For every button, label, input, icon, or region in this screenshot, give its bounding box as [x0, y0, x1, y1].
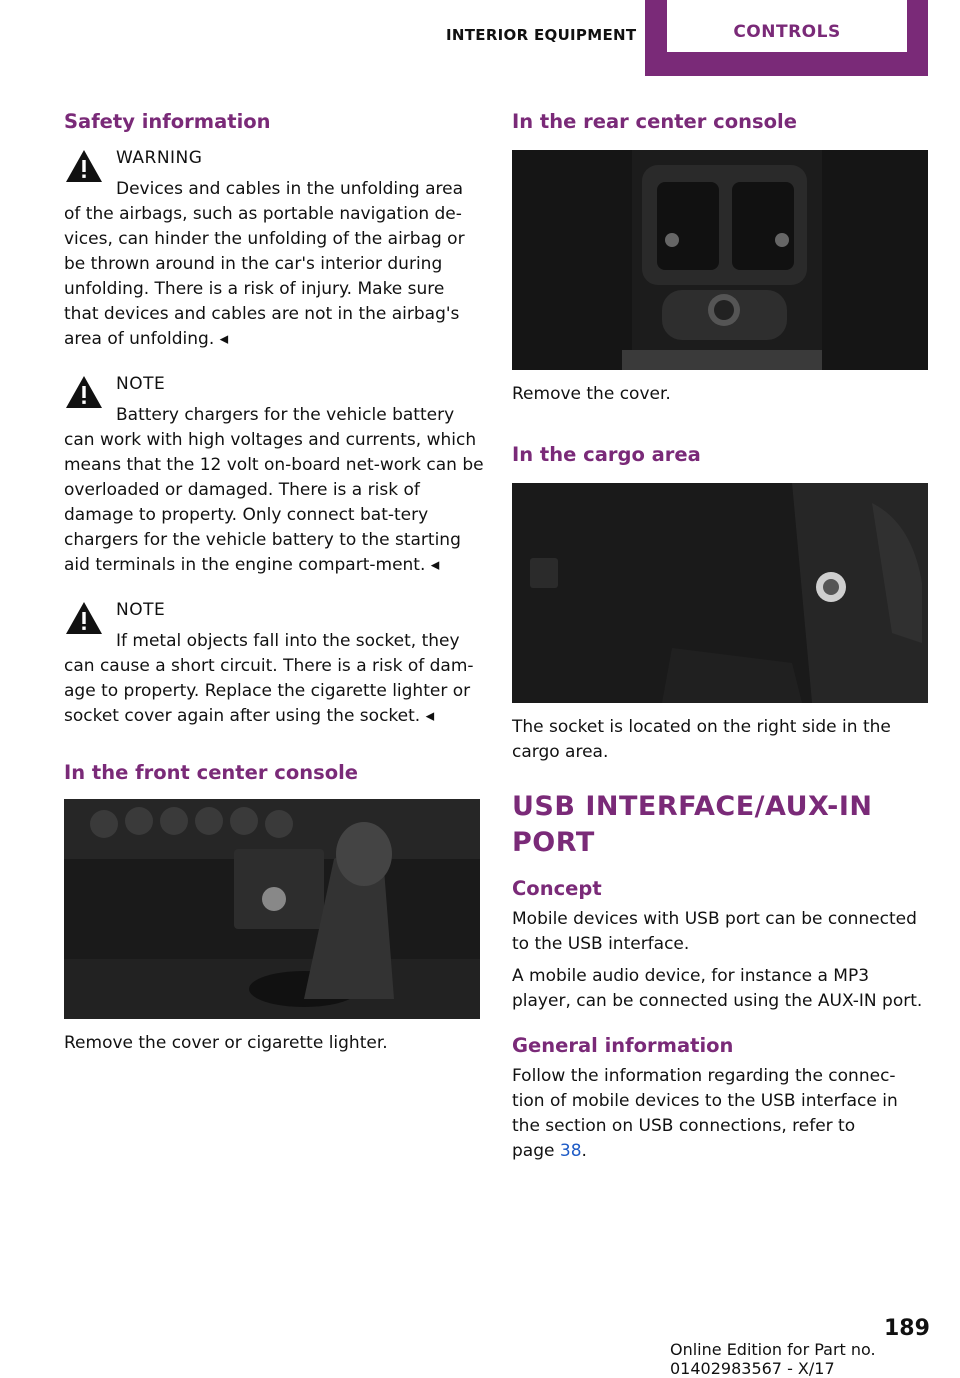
note-text-first-line: If metal objects fall into the socket, they	[116, 631, 460, 651]
warning-triangle-icon	[64, 374, 104, 410]
general-information-text: Follow the information regarding the connec-tion of mobile devices to the USB interface in the section on USB connections, refer to	[512, 1066, 898, 1136]
warning-title: WARNING	[116, 148, 203, 168]
chapter-tab	[645, 0, 928, 76]
usb-interface-heading: USB INTERFACE/AUX-IN PORT	[512, 791, 873, 858]
concept-heading: Concept	[512, 877, 602, 900]
warning-triangle-icon	[64, 148, 104, 184]
concept-paragraph: A mobile audio device, for instance a MP3 player, can be connected using the AUX-IN port.	[512, 966, 923, 1011]
note-text-first-line: Battery chargers for the vehicle battery	[116, 405, 455, 425]
page-ref-suffix: .	[581, 1141, 587, 1161]
note-text: can work with high voltages and currents, which means that the 12 volt on-board net-work can be overloaded or damaged. There is a risk of damage to property. Only connect bat-tery chargers for the vehicle battery to the starting aid terminals in the engine compart-ment. ◂	[64, 430, 484, 575]
note-title: NOTE	[116, 600, 166, 620]
warning-block	[64, 146, 484, 352]
cargo-area-heading: In the cargo area	[512, 443, 701, 466]
page-number: 189	[884, 1316, 930, 1341]
cargo-area-photo	[512, 483, 928, 703]
front-console-photo	[64, 799, 480, 1019]
note-block	[64, 598, 484, 729]
rear-console-heading: In the rear center console	[512, 110, 797, 133]
chapter-tab-label: CONTROLS	[733, 22, 841, 42]
right-column	[512, 108, 928, 1164]
general-information-heading: General information	[512, 1034, 734, 1057]
concept-paragraph: Mobile devices with USB port can be connected to the USB interface.	[512, 909, 917, 954]
running-header-section: INTERIOR EQUIPMENT	[446, 26, 637, 44]
rear-console-photo	[512, 150, 928, 370]
warning-text: of the airbags, such as portable navigation de-vices, can hinder the unfolding of the airbag or be thrown around in the car's interior during unfolding. There is a risk of injury. Make sure that devices and cables are not in the airbag's area of unfolding. ◂	[64, 204, 465, 349]
note-title: NOTE	[116, 374, 166, 394]
front-console-caption: Remove the cover or cigarette lighter.	[64, 1033, 388, 1053]
rear-console-caption: Remove the cover.	[512, 384, 671, 404]
left-column	[64, 108, 484, 1056]
note-block	[64, 372, 484, 578]
page-38-link[interactable]: 38	[559, 1141, 582, 1161]
page-ref-prefix: page	[512, 1141, 555, 1161]
warning-text-first-line: Devices and cables in the unfolding area	[116, 179, 464, 199]
cargo-area-caption: The socket is located on the right side in the cargo area.	[512, 717, 891, 762]
edition-footer: Online Edition for Part no. 01402983567 - X/17	[670, 1340, 876, 1378]
safety-heading: Safety information	[64, 110, 271, 133]
warning-triangle-icon	[64, 600, 104, 636]
note-text: can cause a short circuit. There is a risk of dam-age to property. Replace the cigarette lighter or socket cover again after using the socket. ◂	[64, 656, 474, 726]
general-information-page-ref	[512, 1139, 928, 1164]
front-console-heading: In the front center console	[64, 761, 359, 784]
